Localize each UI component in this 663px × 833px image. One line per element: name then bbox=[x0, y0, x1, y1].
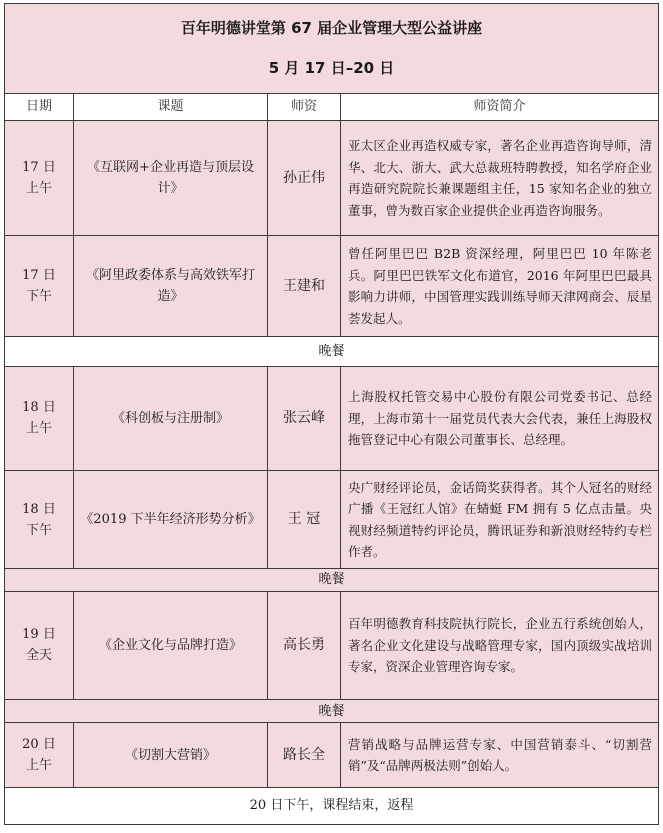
session-period: 下午 bbox=[25, 522, 52, 538]
session-day: 20 日 bbox=[22, 737, 56, 752]
session-row bbox=[5, 591, 659, 700]
session-date bbox=[5, 120, 74, 236]
session-period: 全天 bbox=[25, 648, 52, 664]
session-row bbox=[5, 120, 659, 236]
session-bio: 营销战略与品牌运营专家、中国营销泰斗、“切割营销”及“品牌两极法则”创始人。 bbox=[341, 723, 659, 787]
session-teacher: 王建和 bbox=[268, 236, 341, 337]
session-topic: 《阿里政委体系与高效铁军打造》 bbox=[74, 236, 268, 337]
session-period: 上午 bbox=[25, 758, 52, 773]
closing-note: 20 日下午，课程结束，返程 bbox=[5, 787, 659, 824]
break-row bbox=[5, 569, 659, 591]
dinner-break: 晚餐 bbox=[5, 569, 659, 591]
session-teacher: 孙正伟 bbox=[268, 120, 341, 236]
dinner-break: 晚餐 bbox=[5, 700, 659, 723]
session-row bbox=[5, 236, 659, 337]
footer-row bbox=[5, 787, 659, 824]
session-date bbox=[5, 591, 74, 700]
break-row bbox=[5, 700, 659, 723]
session-date bbox=[5, 236, 74, 337]
session-day: 17 日 bbox=[22, 268, 56, 284]
session-date bbox=[5, 723, 74, 787]
session-bio: 亚太区企业再造权威专家，著名企业再造咨询导师，清华、北大、浙大、武大总裁班特聘教授，知名学府企业再造研究院院长兼课题组主任，15 家知名企业的独立董事，曾为数百家企业提供企业再造咨询服务。 bbox=[341, 120, 659, 236]
session-day: 18 日 bbox=[22, 400, 56, 416]
session-day: 18 日 bbox=[22, 501, 56, 517]
title-cell bbox=[5, 4, 659, 94]
session-period: 下午 bbox=[25, 289, 52, 305]
session-topic: 《企业文化与品牌打造》 bbox=[74, 591, 268, 700]
session-topic: 《互联网+企业再造与顶层设计》 bbox=[74, 120, 268, 236]
session-period: 上午 bbox=[25, 421, 52, 437]
session-teacher: 路长全 bbox=[268, 723, 341, 787]
session-row bbox=[5, 723, 659, 787]
column-header-date: 日期 bbox=[5, 93, 74, 120]
session-topic: 《切割大营销》 bbox=[74, 723, 268, 787]
session-bio: 曾任阿里巴巴 B2B 资深经理，阿里巴巴 10 年陈老兵。阿里巴巴铁军文化布道官，2016 年阿里巴巴最具影响力讲师，中国管理实践训练导师天津网商会、辰星荟发起人。 bbox=[341, 236, 659, 337]
session-date bbox=[5, 367, 74, 471]
column-header-bio: 师资简介 bbox=[341, 93, 659, 120]
session-row bbox=[5, 367, 659, 471]
date-range: 5 月 17 日–20 日 bbox=[268, 59, 395, 78]
session-day: 17 日 bbox=[22, 160, 56, 176]
session-bio: 上海股权托管交易中心股份有限公司党委书记、总经理，上海市第十一届党员代表大会代表，兼任上海股权拖管登记中心有限公司董事长、总经理。 bbox=[341, 367, 659, 471]
dinner-break: 晚餐 bbox=[5, 337, 659, 367]
session-teacher: 张云峰 bbox=[268, 367, 341, 471]
page-title: 百年明德讲堂第 67 届企业管理大型公益讲座 bbox=[180, 19, 483, 38]
break-row bbox=[5, 337, 659, 367]
column-header-teacher: 师资 bbox=[268, 93, 341, 120]
session-date bbox=[5, 470, 74, 569]
session-day: 19 日 bbox=[22, 627, 56, 643]
session-teacher: 高长勇 bbox=[268, 591, 341, 700]
session-row bbox=[5, 470, 659, 569]
column-header-topic: 课题 bbox=[74, 93, 268, 120]
title-row bbox=[5, 4, 659, 94]
session-topic: 《2019 下半年经济形势分析》 bbox=[74, 470, 268, 569]
column-header-row bbox=[5, 93, 659, 120]
session-bio: 百年明德教育科技院执行院长，企业五行系统创始人，著名企业文化建设与战略管理专家，国内顶级实战培训专家，资深企业管理咨询专家。 bbox=[341, 591, 659, 700]
session-topic: 《科创板与注册制》 bbox=[74, 367, 268, 471]
session-bio: 央广财经评论员，金话筒奖获得者。其个人冠名的财经广播《王冠红人馆》在蜻蜓 FM 拥有 5 亿点击量。央视财经频道特约评论员，腾讯证券和新浪财经特约专栏作者。 bbox=[341, 470, 659, 569]
lecture-schedule-table bbox=[4, 3, 659, 825]
session-teacher: 王 冠 bbox=[268, 470, 341, 569]
session-period: 上午 bbox=[25, 181, 52, 197]
